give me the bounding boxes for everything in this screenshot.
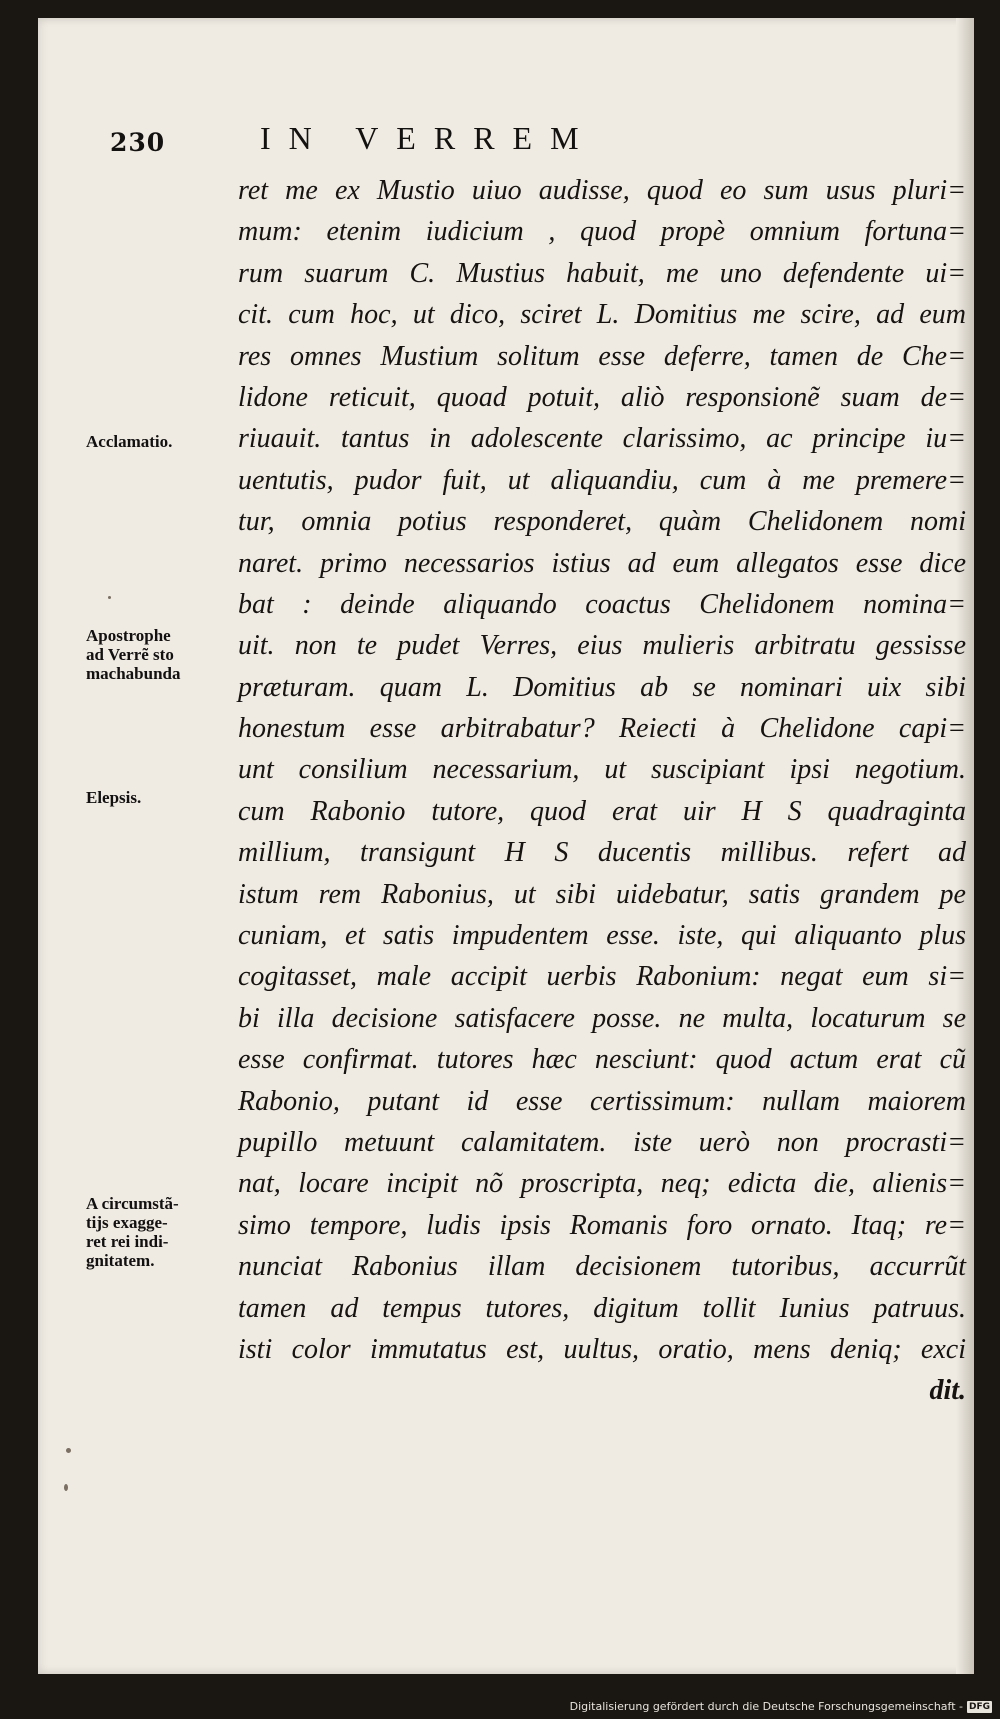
digitization-credit [570, 1700, 992, 1713]
text-line: naret. primo necessarios istius ad eum allegatos esse dice [238, 547, 966, 579]
text-line: esse confirmat. tutores hæc nesciunt: quod actum erat cũ [238, 1044, 966, 1076]
marginal-note-line: Elepsis. [86, 788, 142, 807]
text-line: præturam. quam L. Domitius ab se nominari uix sibi [238, 671, 966, 703]
page-header [110, 110, 830, 160]
marginal-note-line: A circumstã- [86, 1194, 179, 1213]
body-text [238, 170, 966, 1412]
text-line: res omnes Mustium solitum esse deferre, tamen de Che= [238, 340, 966, 372]
text-line: millium, transigunt H S ducentis millibus. refert ad [238, 837, 966, 869]
paper-speck [64, 1484, 68, 1491]
marginal-note-line: machabunda [86, 664, 181, 683]
text-line: honestum esse arbitrabatur? Reiecti à Chelidone capi= [238, 713, 966, 745]
marginal-note-line: Acclamatio. [86, 432, 173, 451]
text-line: cogitasset, male accipit uerbis Rabonium: negat eum si= [238, 961, 966, 993]
marginal-note-apostrophe [86, 626, 226, 683]
text-line: lidone reticuit, quoad potuit, aliò responsionẽ suam de= [238, 381, 966, 413]
text-line: uentutis, pudor fuit, ut aliquandiu, cum à me premere= [238, 464, 966, 496]
text-line: uit. non te pudet Verres, eius mulieris arbitratu gessisse [238, 630, 966, 662]
text-line: tamen ad tempus tutores, digitum tollit Iunius patruus. [238, 1292, 966, 1324]
text-line: riuauit. tantus in adolescente clarissimo, ac principe iu= [238, 423, 966, 455]
paper-speck [66, 1448, 71, 1453]
text-line: cit. cum hoc, ut dico, sciret L. Domitius me scire, ad eum [238, 299, 966, 331]
text-line: bi illa decisione satisfacere posse. ne multa, locaturum se [238, 1002, 966, 1034]
dfg-logo: DFG [968, 1701, 990, 1712]
text-line: cuniam, et satis impudentem esse. iste, qui aliquanto plus [238, 920, 966, 952]
text-line: nunciat Rabonius illam decisionem tutoribus, accurrũt [238, 1251, 966, 1283]
marginal-note-elepsis [86, 788, 226, 807]
running-title: IN VERREM [260, 120, 597, 156]
marginal-note-line: ad Verrẽ sto [86, 645, 174, 664]
catchword: dit. [929, 1375, 966, 1407]
text-line: Rabonio, putant id esse certissimum: nullam maiorem [238, 1085, 966, 1117]
text-line: bat : deinde aliquando coactus Chelidonem nomina= [238, 588, 966, 620]
text-line: simo tempore, ludis ipsis Romanis foro ornato. Itaq; re= [238, 1209, 966, 1241]
book-page [38, 18, 974, 1674]
marginal-note-circumstantiis [86, 1194, 226, 1270]
text-line: ret me ex Mustio uiuo audisse, quod eo sum usus pluri= [238, 175, 966, 206]
text-line: isti color immutatus est, uultus, oratio, mens deniq; exci [238, 1333, 966, 1365]
page-number: 230 [110, 128, 166, 157]
marginal-note-line: ret rei indi- [86, 1232, 169, 1251]
text-line: cum Rabonio tutore, quod erat uir H S quadraginta [238, 795, 966, 827]
text-line: mum: etenim iudicium , quod propè omnium fortuna= [238, 216, 966, 248]
text-line: unt consilium necessarium, ut suscipiant ipsi negotium. [238, 754, 966, 786]
marginal-note-line: gnitatem. [86, 1251, 155, 1270]
paper-speck [108, 596, 111, 599]
marginal-note-line: Apostrophe [86, 626, 171, 645]
text-line: rum suarum C. Mustius habuit, me uno defendente ui= [238, 257, 966, 289]
marginal-note-line: tijs exagge- [86, 1213, 168, 1232]
text-line: istum rem Rabonius, ut sibi uidebatur, satis grandem pe [238, 878, 966, 910]
marginal-note-acclamatio [86, 432, 226, 451]
text-line: nat, locare incipit nõ proscripta, neq; edicta die, alienis= [238, 1168, 966, 1200]
credit-text: Digitalisierung gefördert durch die Deutsche Forschungsgemeinschaft - [569, 1700, 963, 1713]
text-line: pupillo metuunt calamitatem. iste uerò non procrasti= [238, 1126, 966, 1158]
text-line: tur, omnia potius responderet, quàm Chelidonem nomi [238, 506, 966, 538]
